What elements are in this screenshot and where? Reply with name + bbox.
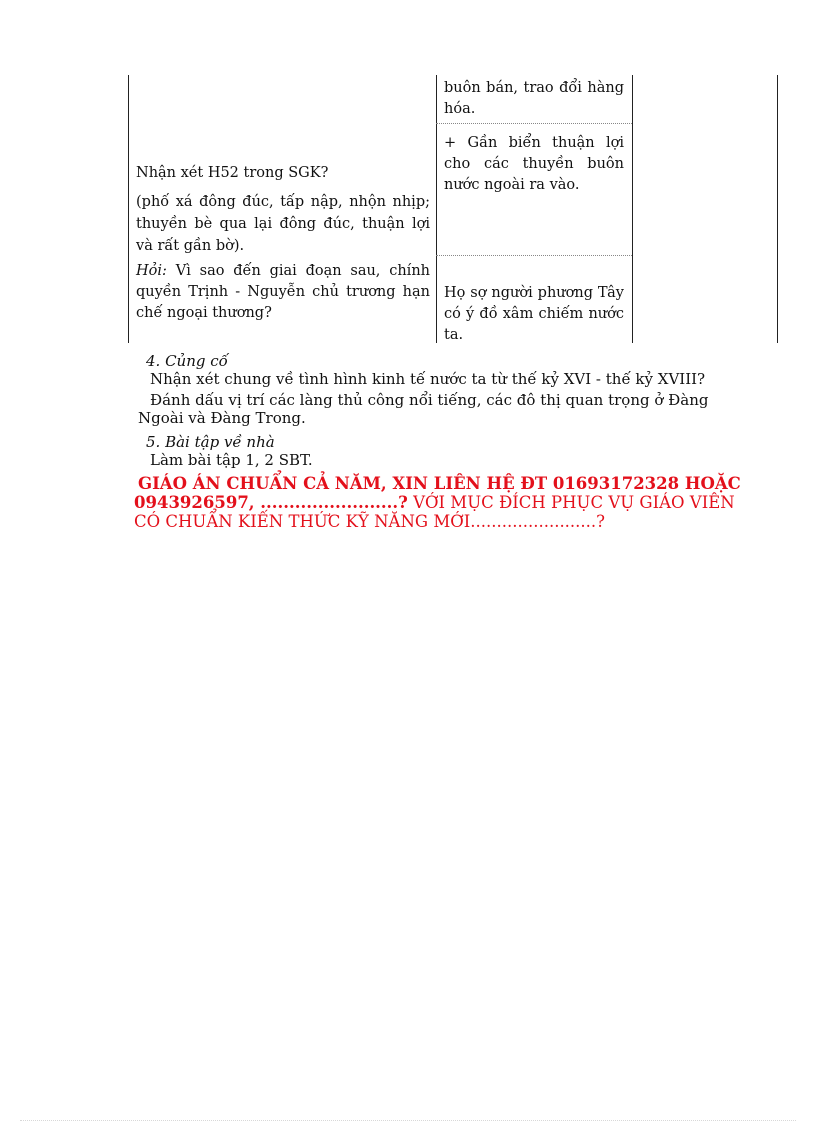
section-4-line-3: Ngoài và Đàng Trong. <box>138 409 306 427</box>
table-border-left <box>128 75 129 343</box>
promo-line-3: CÓ CHUẨN KIẾN THỨC KỸ NĂNG MỚI........................? <box>134 512 605 531</box>
promo-line-1-text: GIÁO ÁN CHUẨN CẢ NĂM, XIN LIÊN HỆ ĐT 01693172328 HOẶC <box>138 474 741 493</box>
question-ngoai-thuong <box>136 261 430 324</box>
reason-answer: Họ sợ người phương Tây có ý đồ xâm chiếm nước ta. <box>444 285 624 343</box>
table-border-mid2 <box>632 75 633 343</box>
promo-line-1 <box>138 474 741 493</box>
promo-phone: 0943926597, ........................? <box>134 493 408 512</box>
section-4-line-2: Đánh dấu vị trí các làng thủ công nổi tiếng, các đô thị quan trọng ở Đàng <box>150 391 709 409</box>
promo-line-2 <box>134 493 735 512</box>
trade-note: buôn bán, trao đổi hàng hóa. <box>444 80 624 117</box>
question-label: Hỏi: <box>136 263 167 279</box>
promo-line-2-text: VỚI MỤC ĐÍCH PHỤC VỤ GIÁO VIÊN <box>407 493 735 512</box>
question-text: Vì sao đến giai đoạn sau, chính quyền Trịnh - Nguyễn chủ trương hạn chế ngoại thương? <box>136 263 430 321</box>
section-5-heading: 5. Bài tập về nhà <box>146 433 275 451</box>
lesson-table <box>128 75 778 343</box>
section-4-line-1: Nhận xét chung về tình hình kinh tế nước ta từ thế kỷ XVI - thế kỷ XVIII? <box>150 370 706 388</box>
table-border-right <box>777 75 778 343</box>
answer-h52: (phố xá đông đúc, tấp nập, nhộn nhịp; thuyền bè qua lại đông đúc, thuận lợi và rất gần bờ). <box>136 194 430 254</box>
table-border-mid1 <box>436 75 437 343</box>
cell-divider <box>436 123 632 124</box>
cell-divider <box>436 255 632 256</box>
section-4-heading: 4. Củng cố <box>146 352 228 370</box>
question-h52: Nhận xét H52 trong SGK? <box>136 165 329 181</box>
sea-advantage-note: + Gần biển thuận lợi cho các thuyền buôn nước ngoài ra vào. <box>444 135 624 193</box>
section-5-line-1: Làm bài tập 1, 2 SBT. <box>150 451 313 469</box>
page-bottom-rule <box>20 1120 796 1121</box>
